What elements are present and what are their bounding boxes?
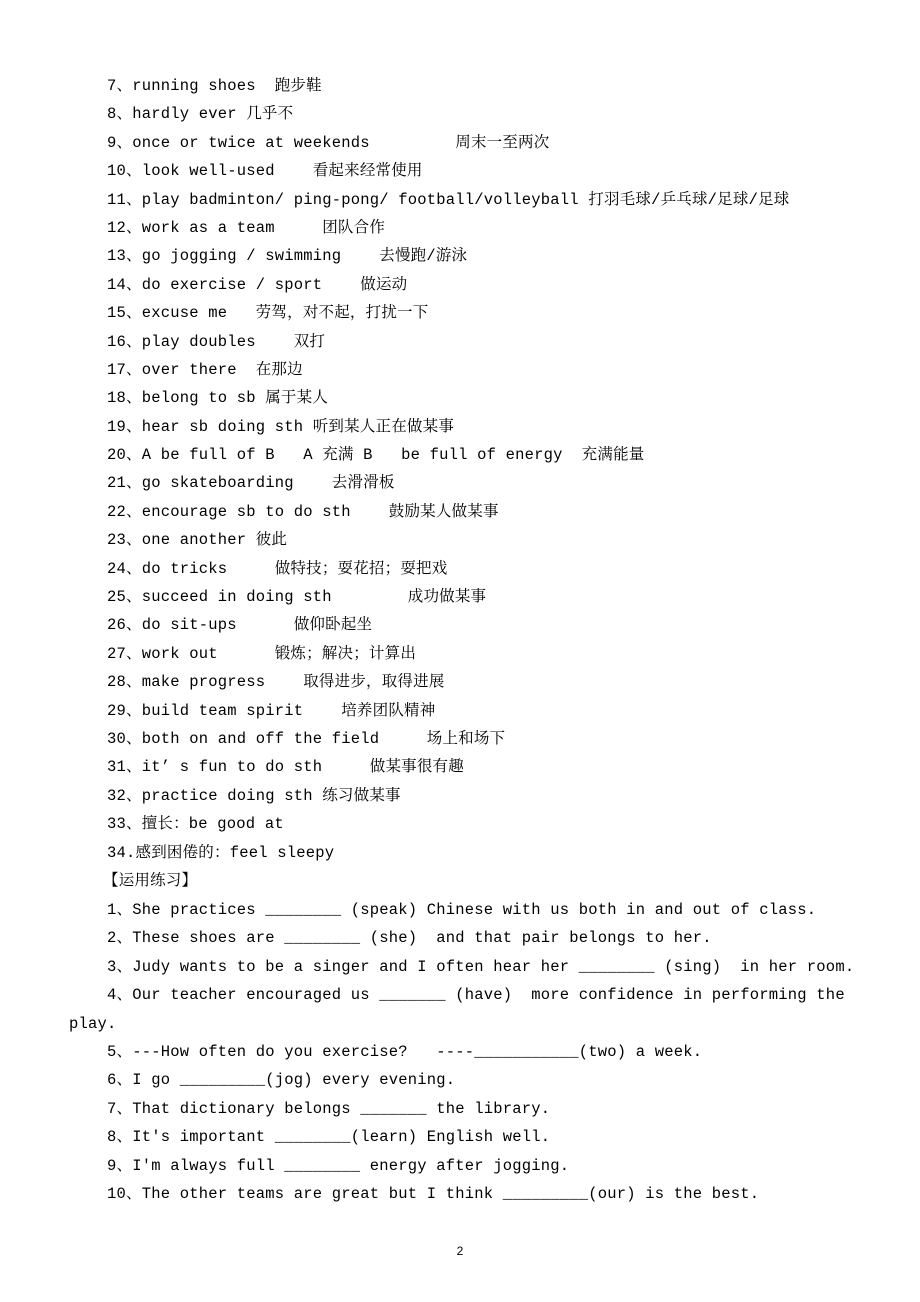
vocab-item: 18、belong to sb 属于某人 [107,389,329,408]
vocab-item: 24、do tricks 做特技；耍花招；耍把戏 [107,559,448,578]
page-number: 2 [456,1244,464,1258]
exercise-text: 10、The other teams are great but I think _________(our) is the best. [107,1184,760,1203]
exercise-text: 8、It's important ________(learn) English well. [107,1128,551,1147]
exercise-text-continued: play. [69,1014,117,1033]
vocab-item: 12、work as a team 团队合作 [107,218,386,237]
exercise-list [69,896,855,1208]
vocab-item: 23、one another 彼此 [107,531,288,550]
exercise-text: 2、These shoes are ________ (she) and that pair belongs to her. [107,929,712,948]
vocab-item: 28、make progress 取得进步，取得进展 [107,673,445,692]
exercise-item [107,1180,847,1208]
vocab-item: 21、go skateboarding 去滑滑板 [107,474,395,493]
exercise-text: 4、Our teacher encouraged us _______ (have) more confidence in performing the [107,986,845,1005]
vocab-item: 16、play doubles 双打 [107,332,326,351]
exercise-item [69,981,847,1038]
vocab-item: 27、work out 锻炼；解决；计算出 [107,644,417,663]
exercise-item [107,1152,847,1180]
exercise-text: 5、---How often do you exercise? ----___________(two) a week. [107,1042,703,1061]
vocab-item: 9、once or twice at weekends 周末一至两次 [107,133,550,152]
vocab-item: 30、both on and off the field 场上和场下 [107,729,506,748]
vocab-item: 19、hear sb doing sth 听到某人正在做某事 [107,417,455,436]
vocab-item: 31、it’ s fun to do sth 做某事很有趣 [107,758,464,777]
exercise-text: 6、I go _________(jog) every evening. [107,1071,456,1090]
exercise-item [107,1038,847,1066]
exercise-text: 7、That dictionary belongs _______ the library. [107,1099,551,1118]
vocab-item: 34.感到困倦的：feel sleepy [107,843,335,862]
vocabulary-list [103,72,867,895]
vocab-item: 15、excuse me 劳驾，对不起，打扰一下 [107,304,429,323]
vocab-item: 7、running shoes 跑步鞋 [107,77,322,95]
vocab-item: 8、hardly ever 几乎不 [107,105,294,124]
exercise-heading: 【运用练习】 [103,871,198,890]
exercise-item [107,1123,847,1151]
vocab-item: 20、A be full of B A 充满 B be full of energy 充满能量 [107,446,645,465]
vocab-item: 32、practice doing sth 练习做某事 [107,786,401,805]
vocab-item: 29、build team spirit 培养团队精神 [107,701,436,720]
vocab-item: 11、play badminton/ ping-pong/ football/volleyball 打羽毛球/乒乓球/足球/足球 [107,190,790,209]
exercise-text: 9、I'm always full ________ energy after jogging. [107,1156,570,1175]
exercise-item [107,896,847,924]
vocab-item: 14、do exercise / sport 做运动 [107,275,408,294]
exercise-item [107,953,855,981]
vocab-item: 33、擅长：be good at [107,815,284,834]
exercise-item [107,1066,847,1094]
vocab-item: 22、encourage sb to do sth 鼓励某人做某事 [107,502,499,521]
exercise-item [107,924,847,952]
vocab-item: 26、do sit-ups 做仰卧起坐 [107,616,373,635]
vocab-item: 10、look well-used 看起来经常使用 [107,162,423,181]
vocab-item: 25、succeed in doing sth 成功做某事 [107,588,487,607]
exercise-text: 3、Judy wants to be a singer and I often hear her ________ (sing) in her room. [107,957,855,976]
vocab-item: 17、over there 在那边 [107,360,303,379]
exercise-text: 1、She practices ________ (speak) Chinese with us both in and out of class. [107,901,817,919]
exercise-item [107,1095,847,1123]
vocab-item: 13、go jogging / swimming 去慢跑/游泳 [107,247,468,266]
